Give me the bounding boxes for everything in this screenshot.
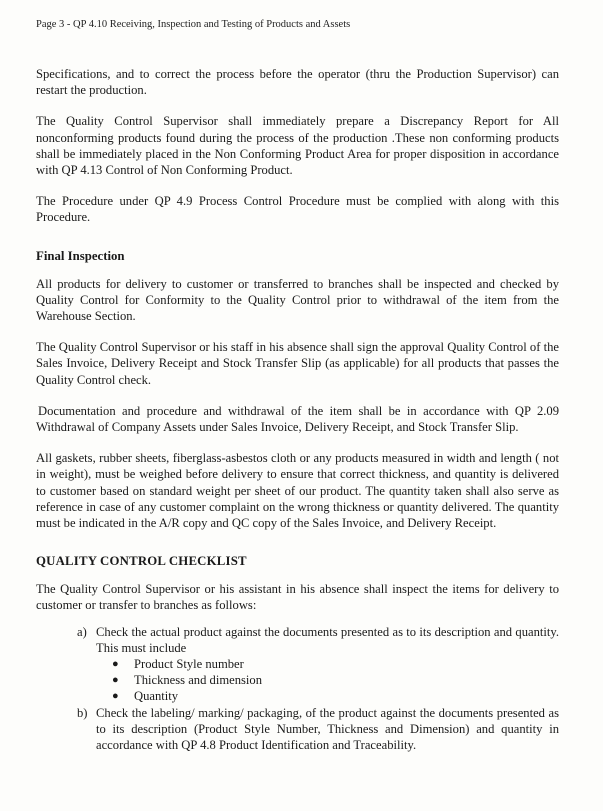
- page-header: Page 3 - QP 4.10 Receiving, Inspection and Testing of Products and Assets: [36, 19, 351, 30]
- list-item-marker: a): [77, 624, 87, 639]
- bullet-item: [112, 688, 559, 704]
- paragraph-weighing-requirement: All gaskets, rubber sheets, fiberglass-asbestos cloth or any products measured in width and length ( not in weight), must be weighed before delivery to ensure that correct thickness, and quantity is delivered to customer based on standard weight per sheet of our product. The quantity taken shall also serve as reference in case of any customer complaint on the wrong thickness or quantity delivered. The quantity must be indicated in the A/R copy and QC copy of the Sales Invoice, and Delivery Receipt.: [36, 451, 559, 531]
- paragraph-discrepancy-report: The Quality Control Supervisor shall immediately prepare a Discrepancy Report for All nonconforming products found during the process of the production .These non conforming products shall be immediately placed in the Non Conforming Product Area for proper disposition in accordance with QP 4.13 Control of Non Conforming Product.: [36, 114, 559, 178]
- bullet-icon: ●: [112, 690, 119, 703]
- paragraph-specifications: Specifications, and to correct the process before the operator (thru the Production Supervisor) can restart the production.: [36, 67, 559, 98]
- list-item-text: Check the labeling/ marking/ packaging, of the product against the documents presented as to its description (Product Style Number, Thickness and Dimension) and quantity in accordance with QP 4.8 Product Identification and Traceability.: [96, 705, 559, 753]
- paragraph-approval-signing: The Quality Control Supervisor or his staff in his absence shall sign the approval Quality Control of the Sales Invoice, Delivery Receipt and Stock Transfer Slip (as applicable) for all products that passes the Quality Control check.: [36, 340, 559, 387]
- bullet-icon: ●: [112, 658, 119, 671]
- paragraph-withdrawal-documentation: Documentation and procedure and withdrawal of the item shall be in accordance with QP 2.09 Withdrawal of Company Assets under Sales Invoice, Delivery Receipt, and Stock Transfer Slip.: [36, 403, 559, 435]
- bullet-item: [112, 656, 559, 672]
- bullet-text: Thickness and dimension: [134, 673, 263, 688]
- paragraph-process-control: The Procedure under QP 4.9 Process Control Procedure must be complied with along with this Procedure.: [36, 194, 559, 225]
- heading-final-inspection: Final Inspection: [36, 248, 125, 263]
- list-item-marker: b): [77, 705, 88, 720]
- paragraph-checklist-intro: The Quality Control Supervisor or his assistant in his absence shall inspect the items for delivery to customer or transfer to branches as follows:: [36, 582, 559, 613]
- paragraph-inspection-checked: All products for delivery to customer or transferred to branches shall be inspected and checked by Quality Control for Conformity to the Quality Control prior to withdrawal of the item from the Warehouse Section.: [36, 276, 559, 324]
- bullet-icon: ●: [112, 674, 119, 687]
- bullet-item: [112, 672, 559, 688]
- checklist-items: [36, 624, 559, 754]
- list-item-text: Check the actual product against the documents presented as to its description and quantity. This must include: [96, 624, 559, 655]
- heading-quality-control-checklist: QUALITY CONTROL CHECKLIST: [36, 554, 247, 569]
- list-item: [77, 705, 559, 754]
- bullet-text: Quantity: [134, 689, 179, 704]
- list-item: [77, 624, 559, 705]
- bullet-text: Product Style number: [134, 657, 244, 672]
- bullet-list: [96, 656, 559, 705]
